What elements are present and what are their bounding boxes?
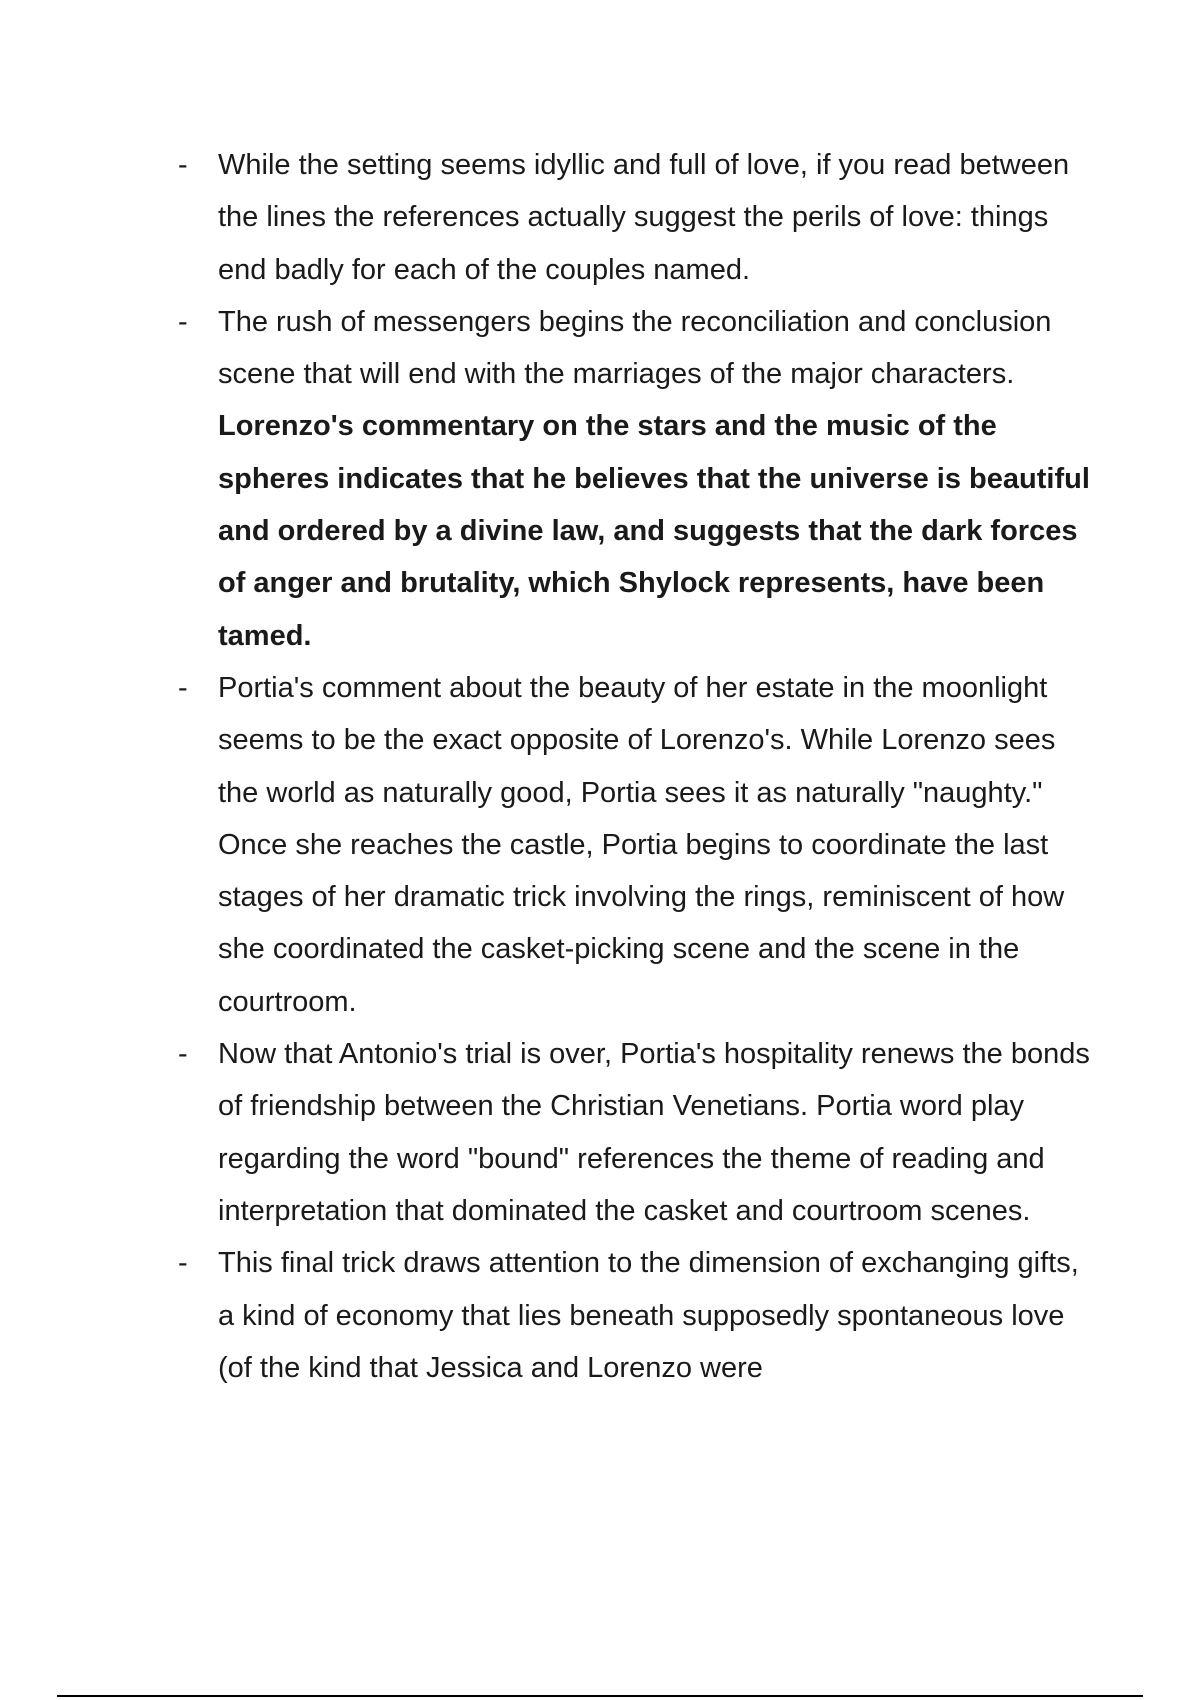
bullet-marker: - xyxy=(178,1247,188,1280)
bullet-list xyxy=(178,139,1098,1394)
bullet-text: Now that Antonio's trial is over, Portia's hospitality renews the bonds of friendship between the Christian Venetians. Portia word play regarding the word "bound" references the theme of reading and interpretation that dominated the casket and courtroom scenes. xyxy=(218,1038,1090,1227)
bullet-marker: - xyxy=(178,305,188,338)
list-item xyxy=(178,1237,1098,1394)
list-item xyxy=(178,139,1098,296)
page-bottom-rule xyxy=(57,1695,1143,1697)
bullet-marker: - xyxy=(178,1038,188,1071)
list-item xyxy=(178,296,1098,662)
list-item xyxy=(178,662,1098,1028)
bullet-marker: - xyxy=(178,671,188,704)
bullet-text: Portia's comment about the beauty of her estate in the moonlight seems to be the exact opposite of Lorenzo's. While Lorenzo sees the world as naturally good, Portia sees it as naturally "naughty." Once she reaches the castle, Portia begins to coordinate the last stages of her dramatic trick involving the rings, reminiscent of how she coordinated the casket-picking scene and the scene in the courtroom. xyxy=(218,671,1065,1018)
bullet-marker: - xyxy=(178,149,188,181)
list-item xyxy=(178,1028,1098,1237)
bullet-text: While the setting seems idyllic and full of love, if you read between the lines the references actually suggest the perils of love: things end badly for each of the couples named. xyxy=(218,149,1070,286)
bullet-text xyxy=(218,296,1098,662)
bullet-text-bold: Lorenzo's commentary on the stars and the music of the spheres indicates that he believes that the universe is beautiful and ordered by a divine law, and suggests that the dark forces of anger and brutality, which Shylock represents, have been tamed. xyxy=(218,410,1090,652)
bullet-text: This final trick draws attention to the dimension of exchanging gifts, a kind of economy that lies beneath supposedly spontaneous love (of the kind that Jessica and Lorenzo were xyxy=(218,1247,1079,1384)
bullet-text-regular: The rush of messengers begins the reconciliation and conclusion scene that will end with the marriages of the major characters. xyxy=(218,305,1052,391)
